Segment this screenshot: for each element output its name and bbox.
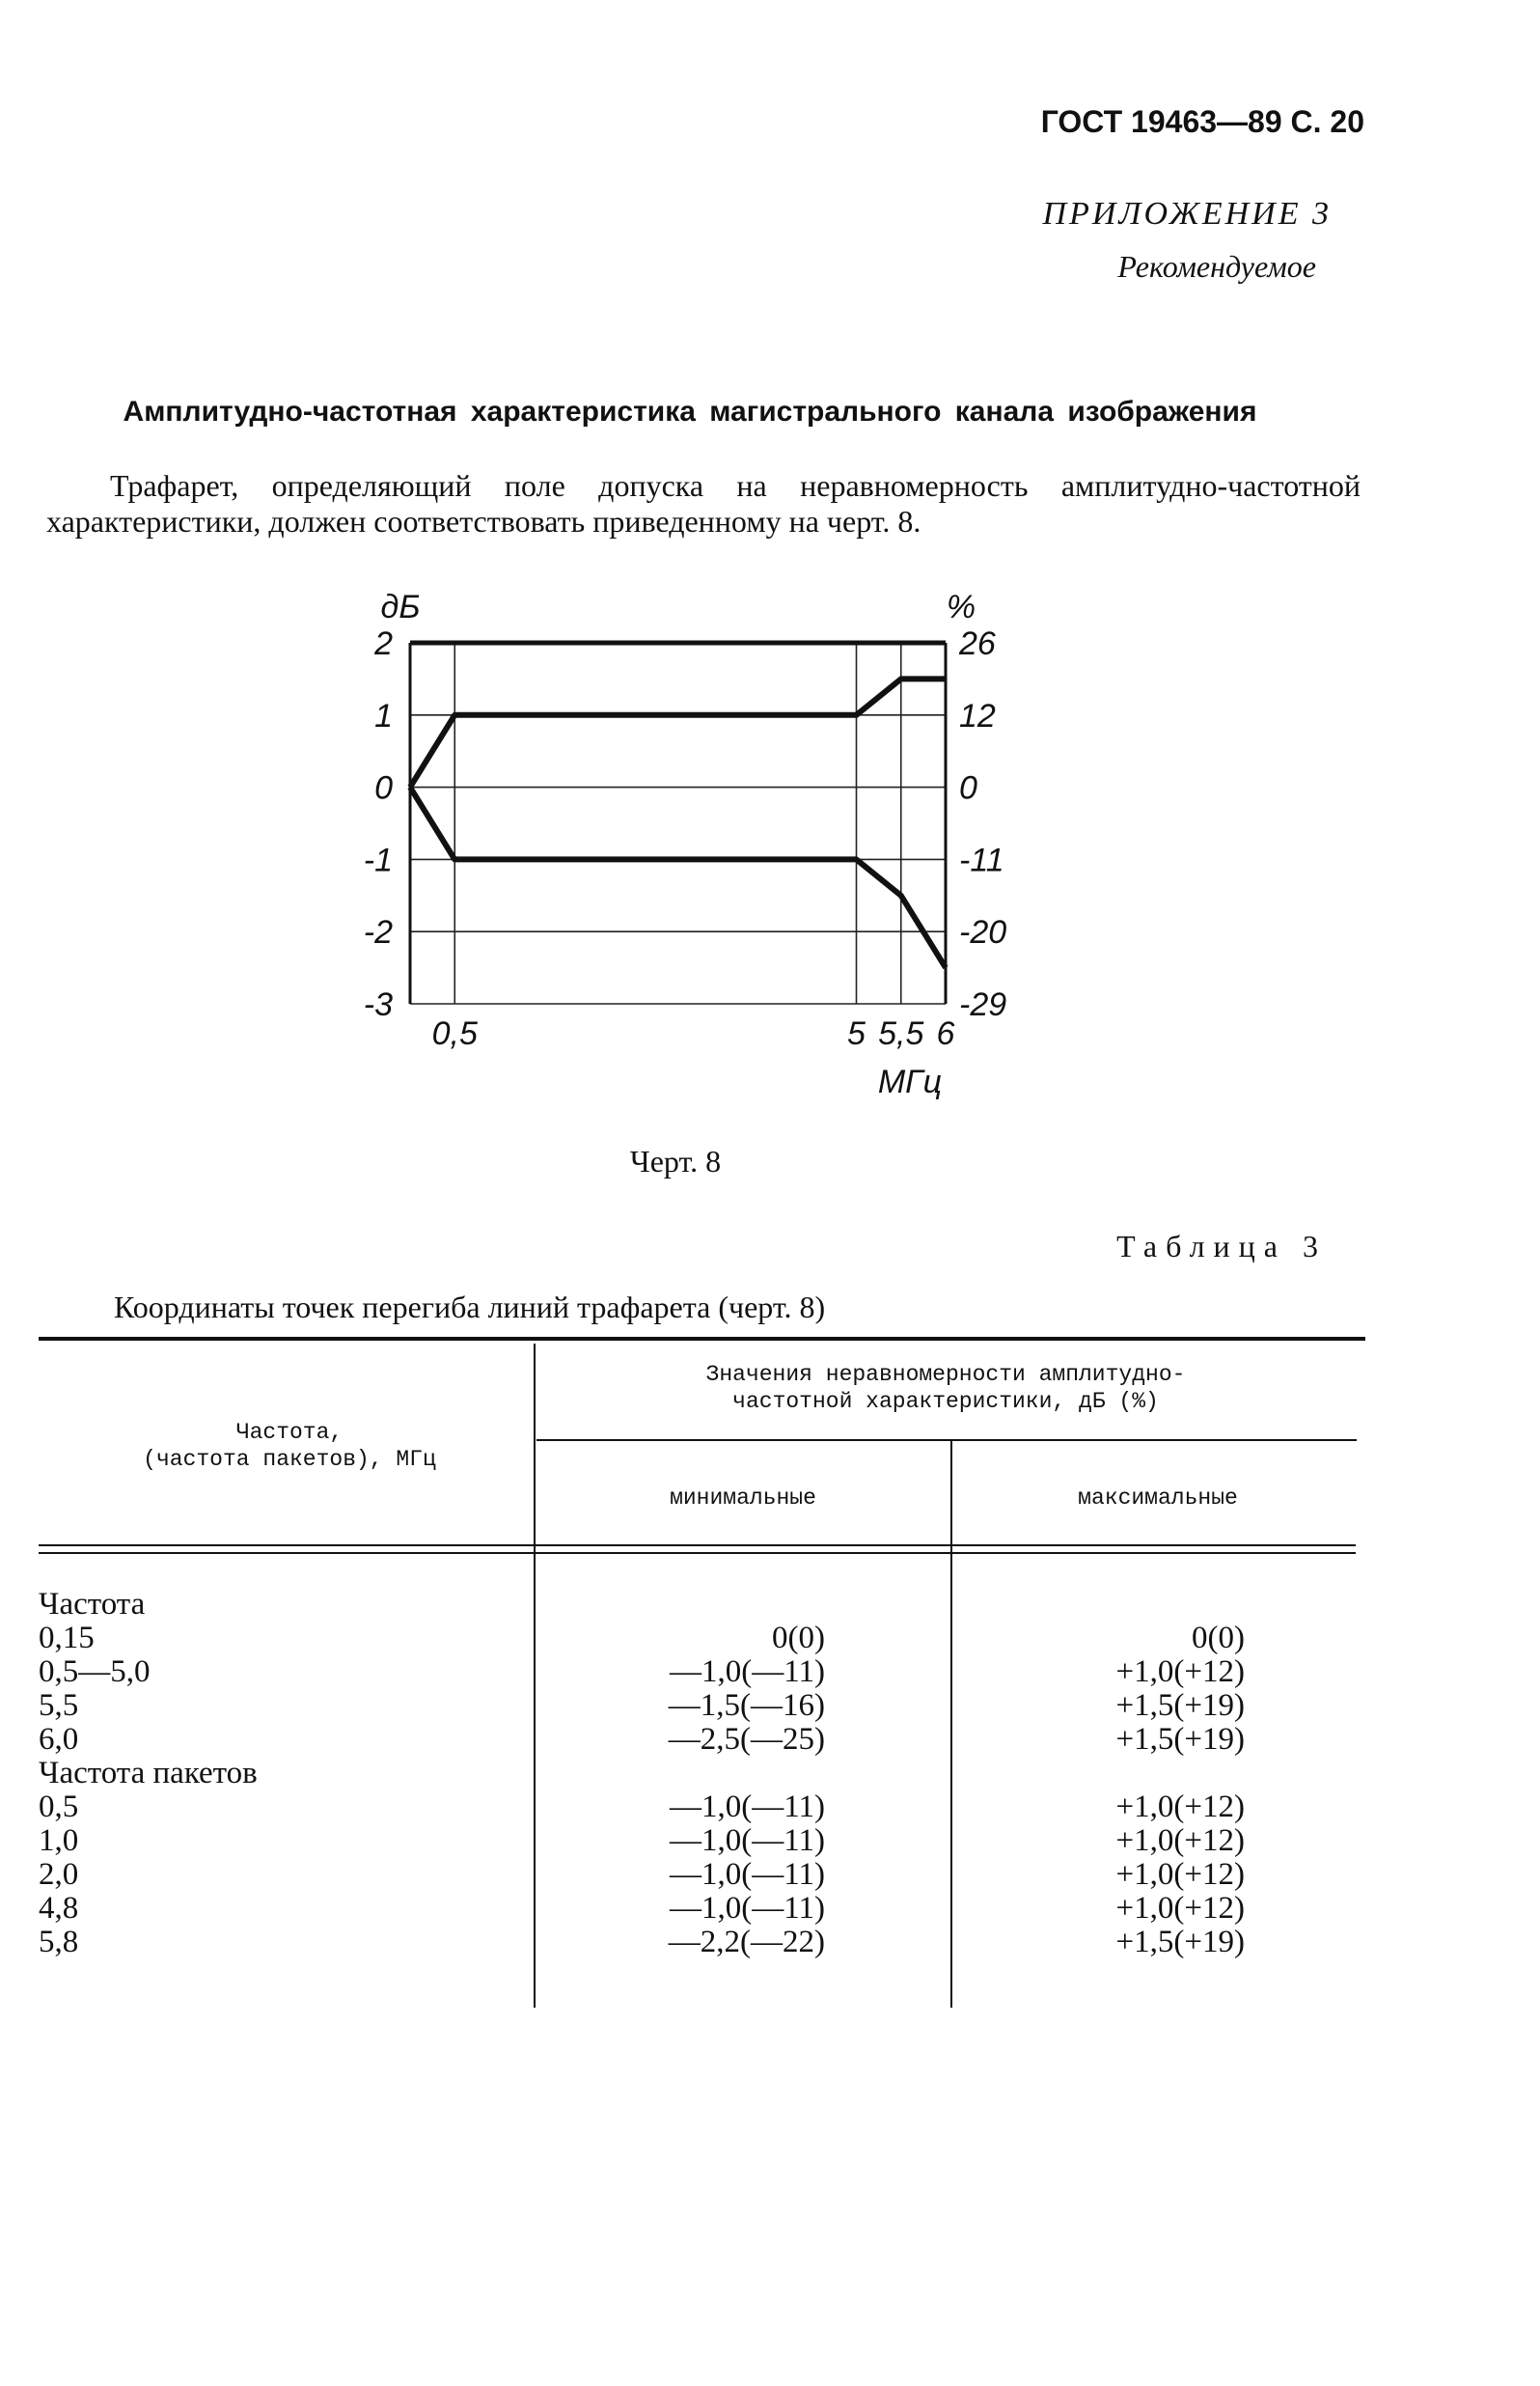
- cell-max: +1,0(+12): [1115, 1790, 1245, 1824]
- cell-max: +1,0(+12): [1115, 1891, 1245, 1926]
- y-tick-left: 0: [374, 769, 393, 807]
- cell-max: +1,5(+19): [1115, 1925, 1245, 1959]
- y-tick-right: 26: [959, 625, 996, 662]
- column-header-max: максимальные: [1078, 1485, 1238, 1511]
- cell-min: —1,0(—11): [669, 1654, 825, 1689]
- row-label: 5,8: [39, 1925, 79, 1959]
- cell-max: +1,0(+12): [1115, 1857, 1245, 1892]
- body-paragraph: Трафарет, определяющий поле допуска на неравномерность амплитудно-частотной характеристики, должен соответствовать приведенному на черт. 8.: [46, 468, 1361, 539]
- row-label: 0,5—5,0: [39, 1654, 151, 1689]
- cell-min: —1,5(—16): [668, 1688, 825, 1723]
- y-tick-right: -20: [959, 914, 1007, 952]
- cell-max: +1,5(+19): [1115, 1688, 1245, 1723]
- row-label: 2,0: [39, 1857, 79, 1892]
- row-label: 1,0: [39, 1823, 79, 1858]
- row-label: Частота пакетов: [39, 1756, 258, 1790]
- series-upper-limit: [410, 679, 946, 787]
- table-column-divider: [950, 1441, 952, 2008]
- row-label: 4,8: [39, 1891, 79, 1926]
- column-header-frequency: Частота, (частота пакетов), МГц: [143, 1420, 436, 1472]
- document-header: ГОСТ 19463—89 С. 20: [1040, 104, 1364, 139]
- chart-series: [410, 679, 946, 967]
- table-column-divider: [534, 1344, 536, 2008]
- series-lower-limit: [410, 788, 946, 968]
- y-tick-right: -29: [959, 986, 1007, 1023]
- cell-min: —2,2(—22): [668, 1925, 825, 1959]
- table-label: Таблица 3: [1116, 1229, 1327, 1263]
- x-tick: 5: [847, 1015, 866, 1052]
- y-tick-left: 2: [374, 625, 393, 662]
- cell-max: 0(0): [1192, 1621, 1245, 1655]
- cell-min: 0(0): [772, 1621, 825, 1655]
- x-tick: 6: [936, 1015, 955, 1052]
- row-label: 6,0: [39, 1722, 79, 1757]
- table-header-bottom-rule: [39, 1552, 1356, 1554]
- y-tick-left: -3: [363, 986, 393, 1023]
- y-tick-right: -11: [959, 842, 1004, 879]
- right-axis-unit: %: [946, 589, 976, 625]
- row-label: 0,5: [39, 1790, 79, 1824]
- chart-frame: [410, 643, 946, 1004]
- cell-max: +1,0(+12): [1115, 1823, 1245, 1858]
- y-tick-right: 0: [959, 769, 977, 807]
- row-label: Частота: [39, 1587, 146, 1622]
- cell-min: —1,0(—11): [669, 1790, 825, 1824]
- cell-min: —1,0(—11): [669, 1823, 825, 1858]
- table-title: Координаты точек перегиба линий трафарета (черт. 8): [114, 1290, 826, 1324]
- row-label: 0,15: [39, 1621, 95, 1655]
- figure-caption: Черт. 8: [629, 1144, 722, 1179]
- x-tick: 5,5: [878, 1015, 924, 1052]
- y-tick-left: -1: [363, 842, 393, 879]
- cell-max: +1,0(+12): [1115, 1654, 1245, 1689]
- appendix-title: ПРИЛОЖЕНИЕ 3: [1042, 196, 1332, 232]
- column-group-header: Значения неравномерности амплитудно- частотной характеристики, дБ (%): [705, 1362, 1186, 1414]
- chart-labels: [364, 589, 1006, 1100]
- row-label: 5,5: [39, 1688, 79, 1723]
- left-axis-unit: дБ: [380, 589, 421, 625]
- y-tick-left: 1: [374, 697, 393, 735]
- y-tick-right: 12: [959, 697, 996, 735]
- tolerance-chart: [318, 579, 1090, 1120]
- table-header-bottom-rule: [39, 1544, 1356, 1546]
- column-header-min: минимальные: [670, 1485, 816, 1511]
- cell-min: —1,0(—11): [669, 1891, 825, 1926]
- cell-min: —1,0(—11): [669, 1857, 825, 1892]
- table-header-rule: [536, 1439, 1357, 1441]
- y-tick-left: -2: [363, 914, 393, 952]
- cell-max: +1,5(+19): [1115, 1722, 1245, 1757]
- chart-grid: [410, 643, 946, 1004]
- table-top-rule: [39, 1337, 1365, 1341]
- x-axis-unit: МГц: [877, 1064, 943, 1100]
- x-tick: 0,5: [431, 1015, 478, 1052]
- appendix-status: Рекомендуемое: [1117, 249, 1316, 284]
- section-title: Амплитудно-частотная характеристика магистрального канала изображения: [123, 396, 1257, 428]
- cell-min: —2,5(—25): [668, 1722, 825, 1757]
